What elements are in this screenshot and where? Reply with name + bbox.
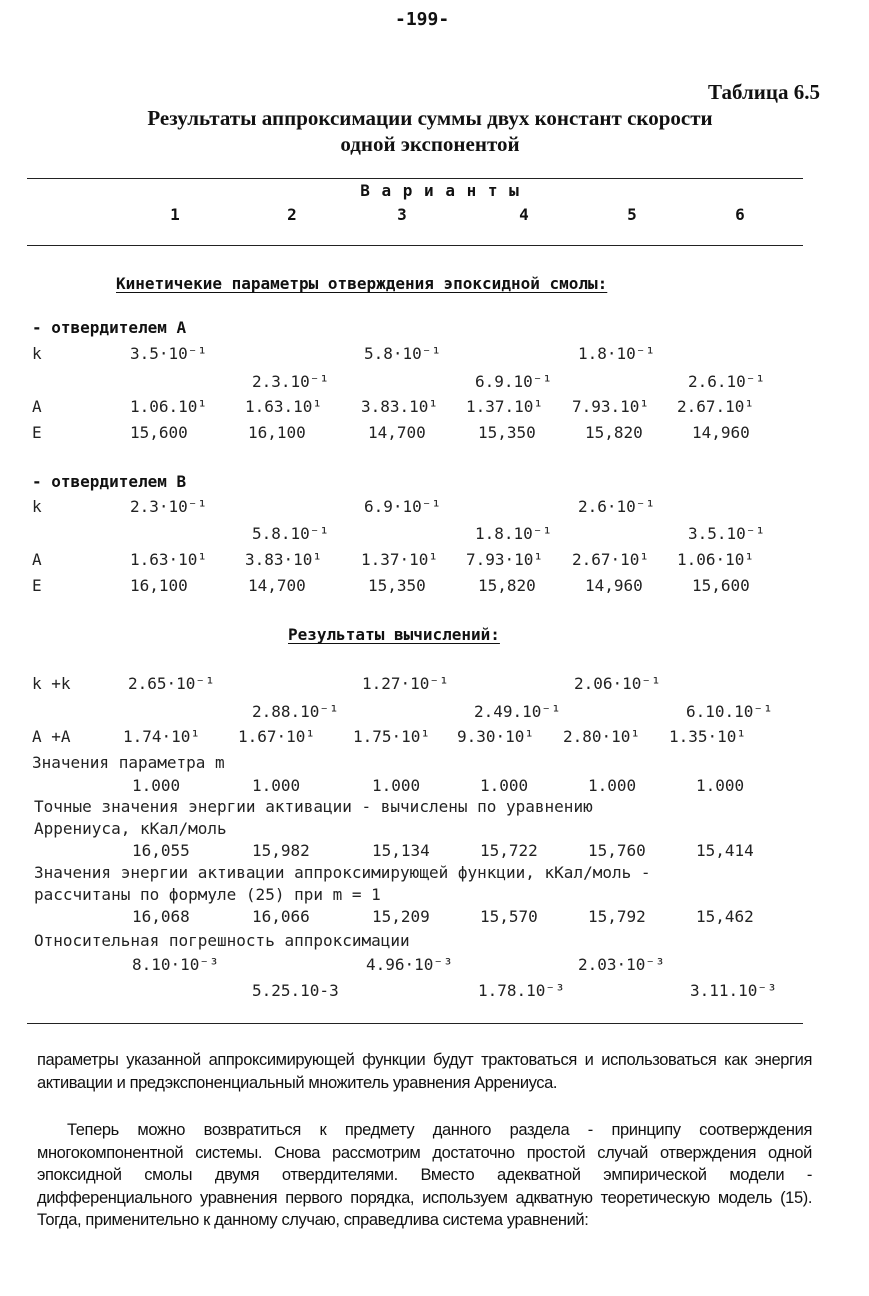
asum-value: 1.67·10¹ [238,727,316,746]
relative-error-value: 5.25.10-3 [252,981,339,1000]
hardener-a-k-value: 1.8·10⁻¹ [578,344,656,363]
hardener-a-a-value: 2.67.10¹ [677,397,755,416]
hardener-a-e-label: E [32,423,42,442]
hardener-a-k-value: 5.8·10⁻¹ [364,344,442,363]
hardener-b-k-label: k [32,497,42,516]
hardener-a-e-value: 15,350 [478,423,536,442]
exact-energy-label-line1: Точные значения энергии активации - вычислены по уравнению [34,797,593,816]
m-value: 1.000 [132,776,181,795]
variant-number: 6 [735,205,745,224]
ksum-value: 6.10.10⁻¹ [686,702,773,721]
exact-energy-value: 15,982 [252,841,310,860]
variant-number: 1 [170,205,180,224]
hardener-b-k-value: 5.8.10⁻¹ [252,524,330,543]
relative-error-value: 8.10·10⁻³ [132,955,219,974]
approx-energy-value: 15,570 [480,907,538,926]
hardener-b-k-value: 2.3·10⁻¹ [130,497,208,516]
hardener-b-k-value: 1.8.10⁻¹ [475,524,553,543]
hardener-a-k-value: 3.5·10⁻¹ [130,344,208,363]
exact-energy-label-line2: Аррениуса, кКал/моль [34,819,227,838]
approx-energy-label-line2: рассчитаны по формуле (25) при m = 1 [34,885,381,904]
m-value: 1.000 [480,776,529,795]
hardener-a-k-value: 2.3.10⁻¹ [252,372,330,391]
hardener-b-e-value: 15,350 [368,576,426,595]
hardener-a-a-label: A [32,397,42,416]
hardener-b-a-value: 1.06·10¹ [677,550,755,569]
exact-energy-value: 15,760 [588,841,646,860]
hardener-b-a-value: 2.67·10¹ [572,550,650,569]
relative-error-value: 1.78.10⁻³ [478,981,565,1000]
kinetic-section-title: Кинетичекие параметры отверждения эпоксидной смолы: [116,274,608,293]
m-parameter-label: Значения параметра m [32,753,225,772]
approx-energy-value: 16,068 [132,907,190,926]
hardener-a-e-value: 14,700 [368,423,426,442]
hardener-a-a-value: 1.37.10¹ [466,397,544,416]
approx-energy-label-line1: Значения энергии активации аппроксимирующей функции, кКал/моль - [34,863,651,882]
ksum-value: 2.49.10⁻¹ [474,702,561,721]
hardener-a-a-value: 7.93.10¹ [572,397,650,416]
hardener-a-heading: - отвердителем А [32,318,187,337]
hardener-b-e-value: 14,700 [248,576,306,595]
table-label: Таблица 6.5 [708,80,820,104]
asum-value: 1.35·10¹ [669,727,747,746]
hardener-a-a-value: 3.83.10¹ [361,397,439,416]
hardener-b-e-label: E [32,576,42,595]
hardener-b-a-value: 1.63·10¹ [130,550,208,569]
asum-value: 1.75·10¹ [353,727,431,746]
hardener-b-k-value: 2.6·10⁻¹ [578,497,656,516]
ksum-value: 2.65·10⁻¹ [128,674,215,693]
asum-value: 2.80·10¹ [563,727,641,746]
m-value: 1.000 [588,776,637,795]
relative-error-label: Относительная погрешность аппроксимации [34,931,410,950]
ksum-label: k +k [32,674,71,693]
ksum-value: 2.88.10⁻¹ [252,702,339,721]
asum-value: 9.30·10¹ [457,727,535,746]
exact-energy-value: 15,134 [372,841,430,860]
variant-number: 2 [287,205,297,224]
asum-value: 1.74·10¹ [123,727,201,746]
hardener-a-k-value: 2.6.10⁻¹ [688,372,766,391]
table-bottom-rule [27,1023,803,1024]
page-number: -199- [395,9,450,30]
m-value: 1.000 [696,776,745,795]
hardener-b-a-value: 7.93·10¹ [466,550,544,569]
hardener-b-a-value: 1.37·10¹ [361,550,439,569]
approx-energy-value: 15,209 [372,907,430,926]
hardener-b-e-value: 16,100 [130,576,188,595]
hardener-b-heading: - отвердителем В [32,472,187,491]
approx-energy-value: 16,066 [252,907,310,926]
ksum-value: 1.27·10⁻¹ [362,674,449,693]
results-section-title: Результаты вычислений: [288,625,500,644]
variant-number: 5 [627,205,637,224]
asum-label: A +A [32,727,71,746]
hardener-b-k-value: 6.9·10⁻¹ [364,497,442,516]
hardener-a-k-label: k [32,344,42,363]
hardener-b-a-label: A [32,550,42,569]
hardener-b-e-value: 14,960 [585,576,643,595]
table-title-line2: одной экспонентой [340,132,520,156]
hardener-a-e-value: 15,820 [585,423,643,442]
m-value: 1.000 [372,776,421,795]
hardener-b-a-value: 3.83·10¹ [245,550,323,569]
table-top-rule [27,178,803,179]
variant-number: 3 [397,205,407,224]
exact-energy-value: 15,414 [696,841,754,860]
table-title-line1: Результаты аппроксимации суммы двух констант скорости [147,106,713,130]
exact-energy-value: 16,055 [132,841,190,860]
hardener-a-e-value: 16,100 [248,423,306,442]
hardener-a-e-value: 15,600 [130,423,188,442]
hardener-a-a-value: 1.06.10¹ [130,397,208,416]
ksum-value: 2.06·10⁻¹ [574,674,661,693]
hardener-a-k-value: 6.9.10⁻¹ [475,372,553,391]
table-header-rule [27,245,803,246]
hardener-b-e-value: 15,820 [478,576,536,595]
exact-energy-value: 15,722 [480,841,538,860]
hardener-b-e-value: 15,600 [692,576,750,595]
variants-header: В а р и а н т ы [360,181,520,200]
hardener-b-k-value: 3.5.10⁻¹ [688,524,766,543]
variant-number: 4 [519,205,529,224]
relative-error-value: 2.03·10⁻³ [578,955,665,974]
hardener-a-a-value: 1.63.10¹ [245,397,323,416]
relative-error-value: 4.96·10⁻³ [366,955,453,974]
m-value: 1.000 [252,776,301,795]
hardener-a-e-value: 14,960 [692,423,750,442]
approx-energy-value: 15,462 [696,907,754,926]
body-paragraph-1: параметры указанной аппроксимирующей функции будут трактоваться и использоваться как энергия активации и предэкспоненциальный множитель уравнения Аррениуса. [37,1051,812,1092]
approx-energy-value: 15,792 [588,907,646,926]
relative-error-value: 3.11.10⁻³ [690,981,777,1000]
body-paragraph-2: Теперь можно возвратиться к предмету данного раздела - принципу соотверждения многокомпонентной системы. Снова рассмотрим достаточно простой случай отверждения одной эпоксидной смолы двумя отвердителями. Вместо адекватной эмпирической модели - дифференциального уравнения первого порядка, используем адкватную теоретическую модель (15). Тогда, применительно к данному случаю, справедлива система уравнений: [37,1121,812,1229]
